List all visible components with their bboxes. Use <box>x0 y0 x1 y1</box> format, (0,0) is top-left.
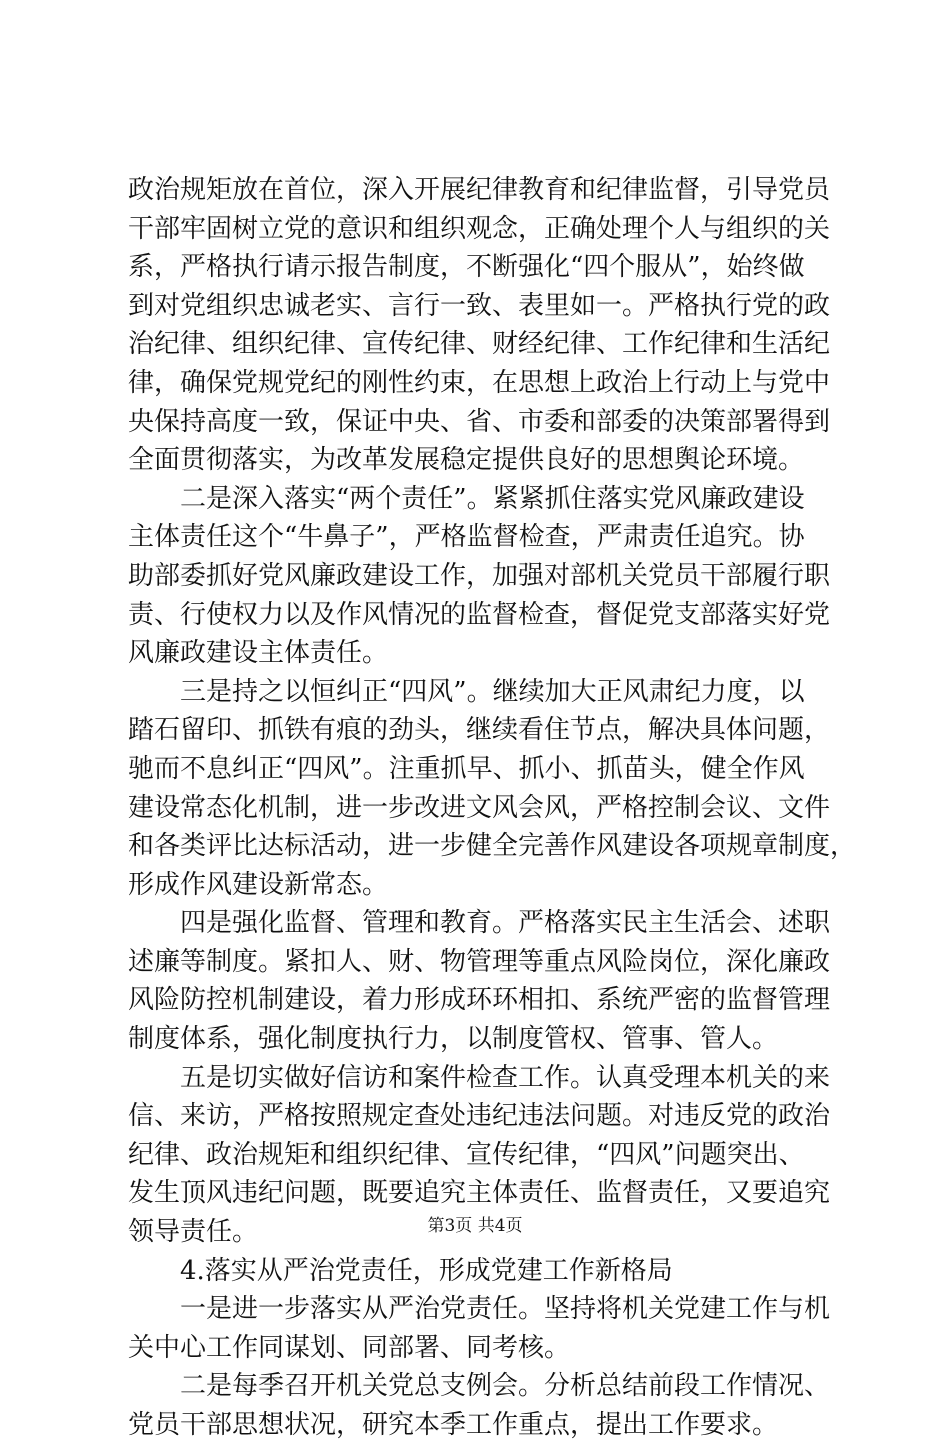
text-line: 二是深入落实“两个责任”。紧紧抓住落实党风廉政建设 <box>128 483 805 514</box>
text-line: 建设常态化机制，进一步改进文风会风，严格控制会议、文件 <box>128 792 831 823</box>
text-line: 风险防控机制建设，着力形成环环相扣、系统严密的监督管理 <box>128 985 831 1016</box>
text-line: 到对党组织忠诚老实、言行一致、表里如一。严格执行党的政 <box>128 290 831 321</box>
text-line: 形成作风建设新常态。 <box>128 869 389 900</box>
text-line: 全面贯彻落实，为改革发展稳定提供良好的思想舆论环境。 <box>128 445 805 476</box>
text-line: 责、行使权力以及作风情况的监督检查，督促党支部落实好党 <box>128 599 831 630</box>
text-line: 风廉政建设主体责任。 <box>128 638 389 669</box>
text-line: 述廉等制度。紧扣人、财、物管理等重点风险岗位，深化廉政 <box>128 946 831 977</box>
text-line: 信、来访，严格按照规定查处违纪违法问题。对违反党的政治 <box>128 1101 831 1132</box>
text-line: 五是切实做好信访和案件检查工作。认真受理本机关的来 <box>128 1062 831 1093</box>
text-line: 驰而不息纠正“四风”。注重抓早、抓小、抓苗头，健全作风 <box>128 753 805 784</box>
section-heading: 4.落实从严治党责任，形成党建工作新格局 <box>128 1255 673 1286</box>
text-line: 治纪律、组织纪律、宣传纪律、财经纪律、工作纪律和生活纪 <box>128 329 831 360</box>
text-line: 关中心工作同谋划、同部署、同考核。 <box>128 1332 571 1363</box>
text-line: 党员干部思想状况，研究本季工作重点，提出工作要求。 <box>128 1410 779 1440</box>
text-line: 四是强化监督、管理和教育。严格落实民主生活会、述职 <box>128 908 831 939</box>
text-line: 和各类评比达标活动，进一步健全完善作风建设各项规章制度， <box>128 831 857 862</box>
text-line: 政治规矩放在首位，深入开展纪律教育和纪律监督，引导党员 <box>128 175 831 205</box>
text-line: 一是进一步落实从严治党责任。坚持将机关党建工作与机 <box>128 1294 831 1325</box>
text-line: 干部牢固树立党的意识和组织观念，正确处理个人与组织的关 <box>128 213 831 244</box>
text-line: 纪律、政治规矩和组织纪律、宣传纪律，“四风”问题突出、 <box>128 1139 805 1170</box>
text-line: 三是持之以恒纠正“四风”。继续加大正风肃纪力度，以 <box>128 676 805 707</box>
text-line: 央保持高度一致，保证中央、省、市委和部委的决策部署得到 <box>128 406 831 437</box>
text-line: 领导责任。 <box>128 1217 259 1248</box>
text-line: 助部委抓好党风廉政建设工作，加强对部机关党员干部履行职 <box>128 560 831 591</box>
document-body <box>128 171 857 1445</box>
text-line: 系，严格执行请示报告制度，不断强化“四个服从”，始终做 <box>128 252 805 283</box>
text-line: 踏石留印、抓铁有痕的劲头，继续看住节点，解决具体问题， <box>128 715 831 746</box>
text-line: 主体责任这个“牛鼻子”，严格监督检查，严肃责任追究。协 <box>128 522 805 553</box>
text-line: 律，确保党规党纪的刚性约束，在思想上政治上行动上与党中 <box>128 367 831 398</box>
text-line: 二是每季召开机关党总支例会。分析总结前段工作情况、 <box>128 1371 831 1402</box>
text-line: 发生顶风违纪问题，既要追究主体责任、监督责任，又要追究 <box>128 1178 831 1209</box>
page-number-footer: 第3页 共4页 <box>427 1216 523 1236</box>
text-line: 制度体系，强化制度执行力，以制度管权、管事、管人。 <box>128 1024 779 1055</box>
